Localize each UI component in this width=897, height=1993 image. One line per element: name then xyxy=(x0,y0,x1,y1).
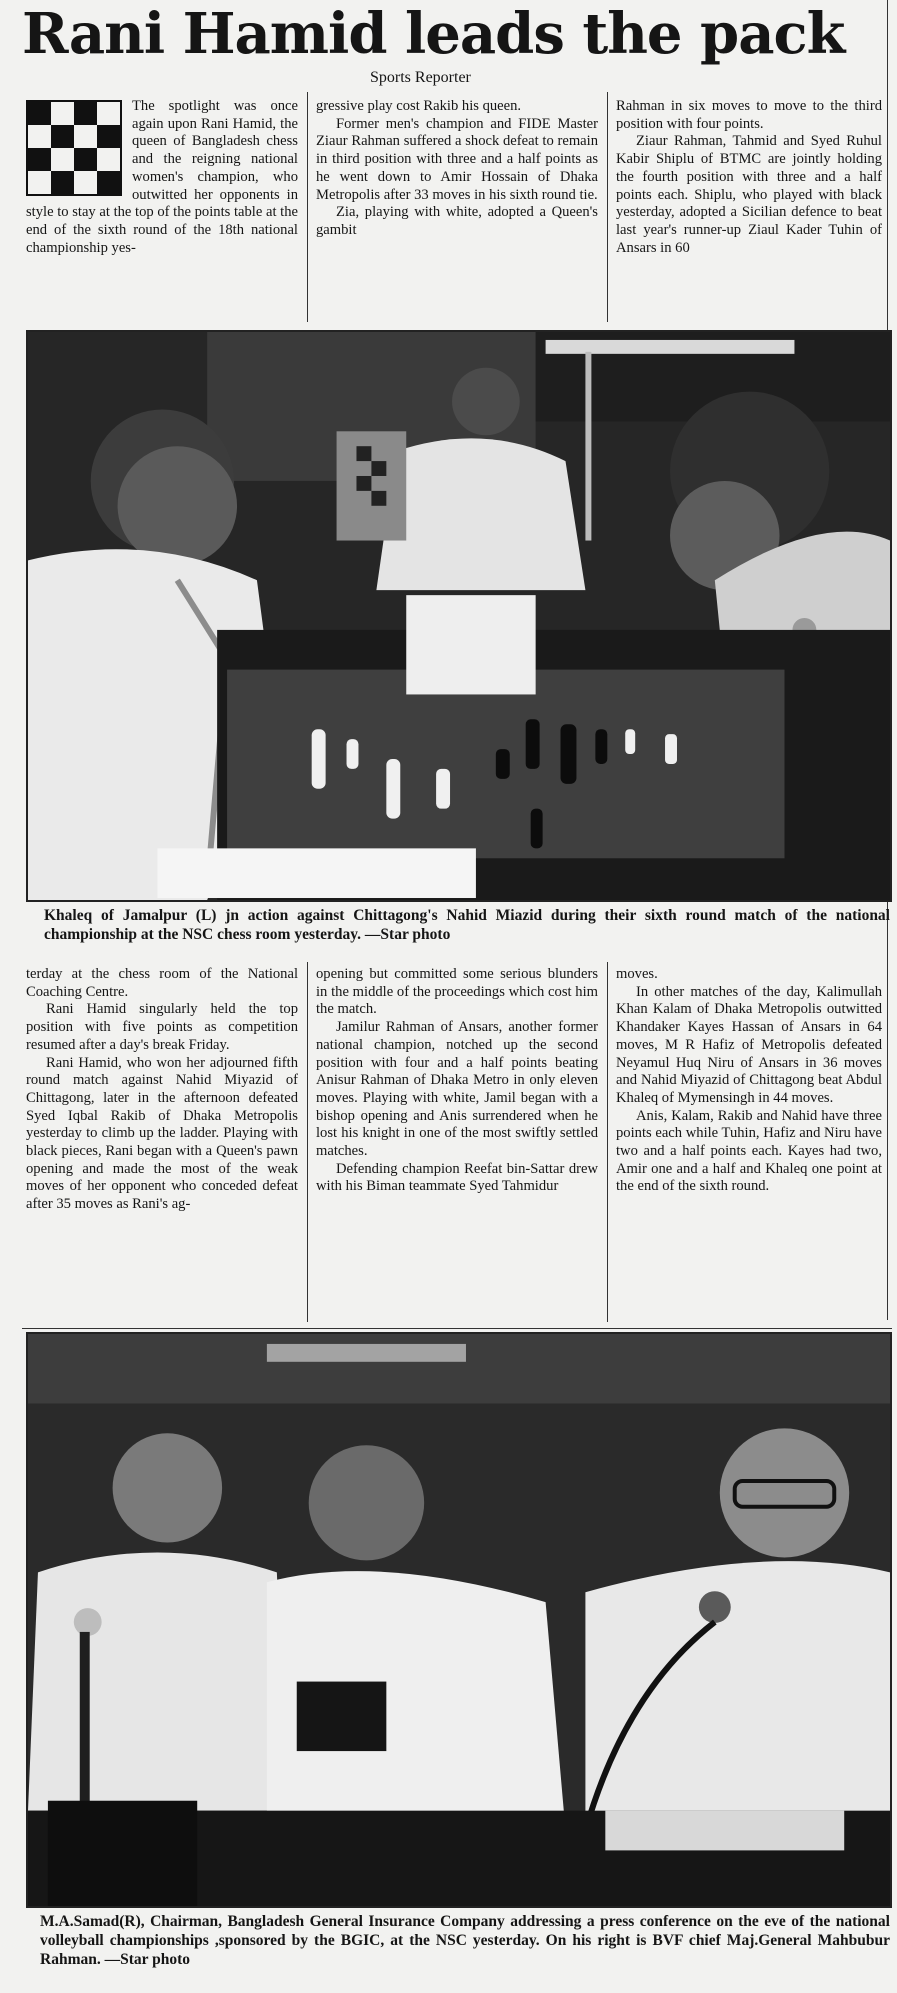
article-paragraph: Anis, Kalam, Rakib and Nahid have three points each while Tuhin, Hafiz and Niru have two and a half points each. Kayes had two, Amir one and a half and Khaleq one point at the end of the sixth round. xyxy=(616,1107,882,1195)
byline: Sports Reporter xyxy=(370,69,471,86)
chessboard-icon xyxy=(26,100,122,196)
article-paragraph: The spotlight was once again upon Rani Hamid, the queen of Bangladesh chess and the reigning national women's champion, who outwitted her opponents in style to stay at the top of the points table at the end of the sixth round of the 18th national championship yes- xyxy=(26,98,298,256)
press-conference-photo xyxy=(26,1332,892,1908)
column-rule xyxy=(607,962,608,1322)
article-paragraph: moves. xyxy=(616,966,658,982)
article-paragraph: Jamilur Rahman of Ansars, another former national champion, notched up the second position with four and a half points beating Anisur Rahman of Dhaka Metro in only eleven moves. Playing with white, Jamil began with a bishop opening and Anis surrendered when he lost his knight in one of the most swiftly settled matches. xyxy=(316,1019,598,1160)
photo-caption: Khaleq of Jamalpur (L) jn action against Chittagong's Nahid Miazid during their sixth round match of the national championship at the NSC chess room yesterday. —Star photo xyxy=(44,907,890,943)
article-paragraph: Rani Hamid, who won her adjourned fifth round match against Nahid Miyazid of Chittagong, later in the afternoon defeated Syed Iqbal Rakib of Dhaka Metropolis yesterday to climb up the ladder. Playing with black pieces, Rani began with a Queen's pawn opening and made the most of the weak moves of her opponent who conceded defeat after 35 moves as Rani's ag- xyxy=(26,1054,298,1213)
chess-match-photo xyxy=(26,330,892,902)
article-paragraph: Rahman in six moves to move to the third position with four points. xyxy=(616,98,882,132)
article-paragraph: Former men's champion and FIDE Master Ziaur Rahman suffered a shock defeat to remain in third position with three and a half points as he went down to Amir Hossain of Dhaka Metropolis after 33 moves in his sixth round tie. xyxy=(316,115,598,203)
article-paragraph: Defending champion Reefat bin-Sattar drew with his Biman teammate Syed Tahmidur xyxy=(316,1160,598,1195)
article-paragraph: opening but committed some serious blunders in the middle of the proceedings which cost him the match. xyxy=(316,966,598,1018)
article-column-2 xyxy=(316,98,598,320)
article-column-3 xyxy=(616,98,882,320)
article-paragraph: terday at the chess room of the National Coaching Centre. xyxy=(26,966,298,1000)
article-paragraph: In other matches of the day, Kalimullah Khan Kalam of Dhaka Metropolis outwitted Khandaker Kayes Hassan of Ansars in 64 moves, M R Hafiz of Metropolis defeated Neyamul Huq Niru of Ansars in 36 moves and Nahid Miyazid of Chittagong beat Abdul Khaleq of Mymensingh in 44 moves. xyxy=(616,983,882,1106)
headline: Rani Hamid leads the pack xyxy=(22,1,845,67)
article-column-1 xyxy=(26,98,298,320)
section-rule xyxy=(22,1328,892,1329)
article-paragraph: Zia, playing with white, adopted a Queen's gambit xyxy=(316,204,598,238)
article-paragraph: Rani Hamid singularly held the top position with five points as competition resumed after a day's break Friday. xyxy=(26,1001,298,1053)
column-rule xyxy=(307,962,308,1322)
article-paragraph: Ziaur Rahman, Tahmid and Syed Ruhul Kabir Shiplu of BTMC are jointly holding the fourth position with three and a half points each. Shiplu, who played with black yesterday, adopted a Sicilian defence to beat last year's runner-up Ziaul Kader Tuhin of Ansars in 60 xyxy=(616,133,882,256)
column-rule xyxy=(607,92,608,322)
photo-caption: M.A.Samad(R), Chairman, Bangladesh General Insurance Company addressing a press conference on the eve of the national volleyball championships ,sponsored by the BGIC, at the NSC yesterday. On his right is BVF chief Maj.General Mahbubur Rahman. —Star photo xyxy=(40,1913,890,1968)
article-column-6 xyxy=(616,966,882,1322)
article-column-4 xyxy=(26,966,298,1322)
article-column-5 xyxy=(316,966,598,1322)
column-rule xyxy=(307,92,308,322)
article-paragraph: gressive play cost Rakib his queen. xyxy=(316,98,522,114)
